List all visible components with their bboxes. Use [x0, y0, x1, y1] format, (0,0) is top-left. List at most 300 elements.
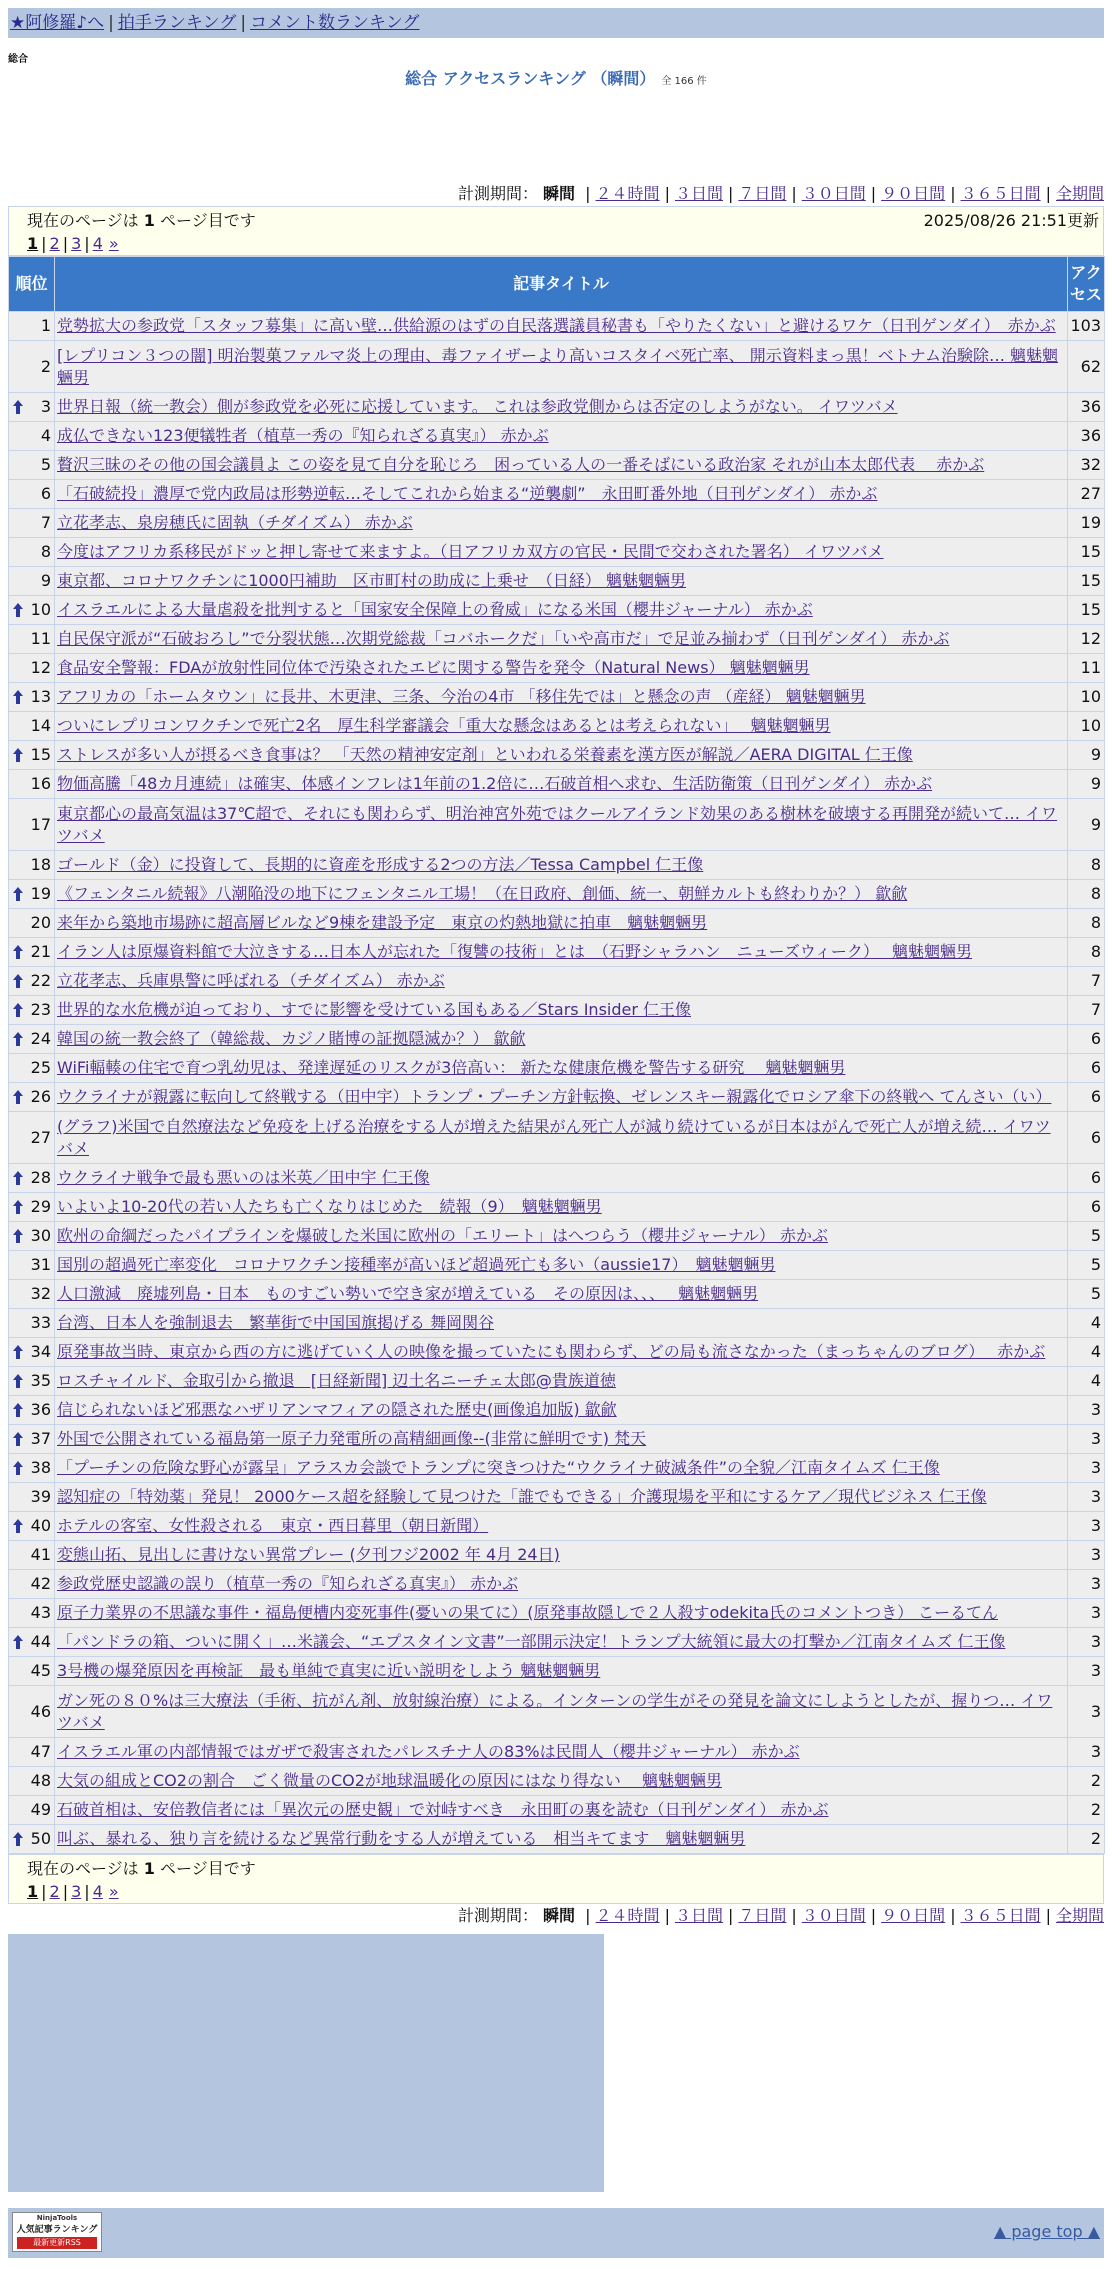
page-top-link[interactable]: ▲ page top ▲: [993, 2222, 1100, 2241]
page-status: 現在のページは 1 ページ目です: [27, 211, 256, 230]
article-link[interactable]: 来年から築地市場跡に超高層ビルなど9棟を建設予定 東京の灼熱地獄に拍車 魑魅魍魎男: [57, 913, 708, 932]
rank-number: 21: [30, 942, 51, 961]
title-cell: [55, 851, 1068, 880]
title-cell: [55, 341, 1068, 393]
table-row: [9, 1112, 1105, 1164]
table-row: [9, 1541, 1105, 1570]
article-link[interactable]: 成仏できない123便犠牲者（植草一秀の『知られざる真実』） 赤かぶ: [57, 426, 549, 445]
rank-cell: [9, 996, 55, 1025]
access-count: 3: [1068, 1686, 1105, 1738]
rank-up-arrow-icon: [13, 1345, 23, 1359]
rank-cell: [9, 683, 55, 712]
access-count: 8: [1068, 851, 1105, 880]
article-link[interactable]: イスラエル軍の内部情報ではガザで殺害されたパレスチナ人の83%は民間人（櫻井ジャーナル） 赤かぶ: [57, 1742, 800, 1761]
rank-number: 26: [30, 1087, 51, 1106]
table-row: [9, 1628, 1105, 1657]
table-row: [9, 1338, 1105, 1367]
rank-number: 42: [30, 1574, 51, 1593]
title-cell: [55, 712, 1068, 741]
access-count: 3: [1068, 1425, 1105, 1454]
access-count: 7: [1068, 967, 1105, 996]
rank-number: 23: [30, 1000, 51, 1019]
period-option-4[interactable]: ９０日間: [881, 184, 946, 203]
table-row: [9, 1367, 1105, 1396]
table-row: [9, 654, 1105, 683]
page-link-next[interactable]: »: [108, 234, 119, 253]
period-option-5[interactable]: ３６５日間: [960, 1906, 1041, 1925]
rank-number: 31: [30, 1255, 51, 1274]
article-link[interactable]: ゴールド（金）に投資して、長期的に資産を形成する2つの方法／Tessa Campbel 仁王像: [57, 855, 704, 874]
rank-up-arrow-icon: [13, 1374, 23, 1388]
rank-cell: [9, 1570, 55, 1599]
article-link[interactable]: 人口激減 廃墟列島・日本 ものすごい勢いで空き家が増えている その原因は、、、 魑魅魍魎男: [57, 1284, 759, 1303]
rank-cell: [9, 851, 55, 880]
period-separator: |: [1045, 1906, 1051, 1925]
article-link[interactable]: ついにレプリコンワクチンで死亡2名 厚生科学審議会「重大な懸念はあるとは考えられない」 魑魅魍魎男: [57, 716, 831, 735]
title-cell: [55, 909, 1068, 938]
article-link[interactable]: 変態山拓、見出しに書けない異常プレー (夕刊フジ2002 年 4月 24日): [57, 1545, 560, 1564]
rank-cell: [9, 509, 55, 538]
rank-up-arrow-icon: [13, 1635, 23, 1649]
period-selector-bottom: [8, 1904, 1104, 1928]
table-row: [9, 1396, 1105, 1425]
rank-cell: [9, 1083, 55, 1112]
rank-cell: [9, 1541, 55, 1570]
rank-cell: [9, 341, 55, 393]
table-row: [9, 1083, 1105, 1112]
category-label: 総合: [8, 54, 28, 65]
rank-number: 3: [40, 397, 51, 416]
title-cell: [55, 1222, 1068, 1251]
table-row: [9, 1251, 1105, 1280]
page-link-4[interactable]: 4: [92, 234, 103, 253]
rank-up-arrow-icon: [13, 1032, 23, 1046]
rank-number: 18: [30, 855, 51, 874]
page-status: 現在のページは 1 ページ目です: [27, 1859, 256, 1878]
table-row: [9, 538, 1105, 567]
period-option-4[interactable]: ９０日間: [881, 1906, 946, 1925]
rank-up-arrow-icon: [13, 1832, 23, 1846]
article-link[interactable]: 物価高騰「48カ月連続」は確実、体感インフレは1年前の1.2倍に…石破首相へ求む、生活防衛策（日刊ゲンダイ） 赤かぶ: [57, 774, 933, 793]
period-option-1[interactable]: ３日間: [674, 184, 723, 203]
period-separator: |: [664, 1906, 670, 1925]
access-count: 3: [1068, 1570, 1105, 1599]
article-link[interactable]: 石破首相は、安倍教信者には「異次元の歴史観」で対峙すべき 永田町の裏を読む（日刊ゲンダイ） 赤かぶ: [57, 1800, 829, 1819]
table-row: [9, 1512, 1105, 1541]
rank-cell: [9, 770, 55, 799]
rank-number: 45: [30, 1661, 51, 1680]
rank-up-arrow-icon: [13, 1171, 23, 1185]
article-link[interactable]: 世界日報（統一教会）側が参政党を必死に応援しています。 これは参政党側からは否定のしようがない。 イワツバメ: [57, 397, 898, 416]
title-cell: [55, 1425, 1068, 1454]
article-link[interactable]: 大気の組成とCO2の割合 ごく微量のCO2が地球温暖化の原因にはなり得ない 魑魅魍魎男: [57, 1771, 722, 1790]
table-row: [9, 967, 1105, 996]
rank-up-arrow-icon: [13, 603, 23, 617]
table-row: [9, 712, 1105, 741]
rank-cell: [9, 1396, 55, 1425]
rank-number: 39: [30, 1487, 51, 1506]
rank-cell: [9, 1280, 55, 1309]
rank-up-arrow-icon: [13, 945, 23, 959]
title-cell: [55, 1796, 1068, 1825]
title-cell: [55, 1599, 1068, 1628]
rank-number: 20: [30, 913, 51, 932]
rank-up-arrow-icon: [13, 748, 23, 762]
period-option-6[interactable]: 全期間: [1055, 1906, 1104, 1925]
nav-separator: |: [240, 13, 247, 33]
title-cell: [55, 567, 1068, 596]
article-link[interactable]: 韓国の統一教会終了（韓総裁、カジノ賭博の証拠隠滅か？） 歙歈: [57, 1029, 526, 1048]
article-link[interactable]: 《フェンタニル続報》八潮陥没の地下にフェンタニル工場！（在日政府、創価、統一、朝鮮カルトも終わりか？） 歙歈: [57, 884, 908, 903]
period-label: 計測期間：: [457, 184, 538, 203]
title-cell: [55, 1367, 1068, 1396]
page-links: 1 | 2 | 3 | 4 »: [27, 234, 119, 253]
title-cell: [55, 393, 1068, 422]
period-separator: |: [585, 1906, 591, 1925]
rank-number: 36: [30, 1400, 51, 1419]
page-link-3[interactable]: 3: [71, 1882, 82, 1901]
access-count: 2: [1068, 1796, 1105, 1825]
rank-cell: [9, 1164, 55, 1193]
title-cell: [55, 1193, 1068, 1222]
table-row: [9, 451, 1105, 480]
access-count: 6: [1068, 1083, 1105, 1112]
period-separator: |: [791, 1906, 797, 1925]
rank-number: 48: [30, 1771, 51, 1790]
article-link[interactable]: 立花孝志、兵庫県警に呼ばれる（チダイズム） 赤かぶ: [57, 971, 445, 990]
rank-cell: [9, 1025, 55, 1054]
article-link[interactable]: 原発事故当時、東京から西の方に逃げていく人の映像を撮っていたにも関わらず、どの局も流さなかった（まっちゃんのブログ） 赤かぶ: [57, 1342, 1046, 1361]
title-cell: [55, 741, 1068, 770]
period-separator: |: [1045, 184, 1051, 203]
nav-link-asyura[interactable]: ★阿修羅♪へ: [10, 13, 105, 33]
title-cell: [55, 312, 1068, 341]
title-cell: [55, 1628, 1068, 1657]
title-cell: [55, 1251, 1068, 1280]
rank-number: 49: [30, 1800, 51, 1819]
period-selector-top: [8, 182, 1104, 206]
title-cell: [55, 1767, 1068, 1796]
article-link[interactable]: 原子力業界の不思議な事件・福島便槽内変死事件(憂いの果てに）(原発事故隠しで２人殺すodekita氏のコメントつき） こーるてん: [57, 1603, 998, 1622]
rank-number: 29: [30, 1197, 51, 1216]
article-link[interactable]: 国別の超過死亡率変化 コロナワクチン接種率が高いほど超過死亡も多い（aussie17） 魑魅魍魎男: [57, 1255, 776, 1274]
rank-up-arrow-icon: [13, 1432, 23, 1446]
article-link[interactable]: [レプリコン３つの闇] 明治製菓ファルマ炎上の理由、毒ファイザーより高いコスタイベ死亡率、 開示資料まっ黒！ベトナム治験除… 魑魅魍魎男: [57, 345, 1059, 387]
table-row: [9, 1425, 1105, 1454]
rank-number: 44: [30, 1632, 51, 1651]
nav-link-clap-ranking[interactable]: 拍手ランキング: [117, 13, 237, 33]
access-count: 3: [1068, 1454, 1105, 1483]
rank-number: 10: [30, 600, 51, 619]
rank-number: 37: [30, 1429, 51, 1448]
period-option-3[interactable]: ３０日間: [801, 1906, 866, 1925]
article-link[interactable]: イラン人は原爆資料館で大泣きする…日本人が忘れた「復讐の技術」とは （石野シャラハン ニューズウィーク） 魑魅魍魎男: [57, 942, 973, 961]
access-count: 4: [1068, 1309, 1105, 1338]
access-count: 2: [1068, 1767, 1105, 1796]
pager-bottom: [8, 1854, 1104, 1904]
rank-cell: [9, 1657, 55, 1686]
title-cell: [55, 1483, 1068, 1512]
article-link[interactable]: 自民保守派が“石破おろし”で分裂状態…次期党総裁「コバホークだ」「いや高市だ」で足並み揃わず（日刊ゲンダイ） 赤かぶ: [57, 629, 950, 648]
access-count: 4: [1068, 1338, 1105, 1367]
article-link[interactable]: ウクライナが親露に転向して終戦する（田中宇）トランプ・プーチン方針転換、ゼレンスキー親露化でロシア傘下の終戦へ てんさい（い）: [57, 1087, 1052, 1106]
period-current: 瞬間: [543, 1906, 576, 1925]
article-link[interactable]: WiFi輻輳の住宅で育つ乳幼児は、発達遅延のリスクが3倍高い： 新たな健康危機を警告する研究 魑魅魍魎男: [57, 1058, 846, 1077]
page-link-2[interactable]: 2: [49, 1882, 60, 1901]
rank-cell: [9, 312, 55, 341]
rank-cell: [9, 1054, 55, 1083]
title-cell: [55, 451, 1068, 480]
rank-up-arrow-icon: [13, 1519, 23, 1533]
header-rank: 順位: [9, 257, 55, 312]
article-link[interactable]: 台湾、日本人を強制退去 繁華街で中国国旗掲げる 舞岡関谷: [57, 1313, 495, 1332]
page-links: 1 | 2 | 3 | 4 »: [27, 1882, 119, 1901]
title-cell: [55, 1054, 1068, 1083]
access-count: 8: [1068, 909, 1105, 938]
rank-cell: [9, 1112, 55, 1164]
rank-number: 30: [30, 1226, 51, 1245]
period-separator: |: [950, 1906, 956, 1925]
article-link[interactable]: イスラエルによる大量虐殺を批判すると「国家安全保障上の脅威」になる米国（櫻井ジャーナル） 赤かぶ: [57, 600, 813, 619]
period-option-2[interactable]: ７日間: [738, 184, 787, 203]
rank-cell: [9, 654, 55, 683]
rank-cell: [9, 1338, 55, 1367]
rank-cell: [9, 1483, 55, 1512]
article-link[interactable]: 食品安全警報：FDAが放射性同位体で汚染されたエビに関する警告を発令（Natural News） 魑魅魍魎男: [57, 658, 810, 677]
article-link[interactable]: 参政党歴史認識の誤り（植草一秀の『知られざる真実』） 赤かぶ: [57, 1574, 519, 1593]
table-row: [9, 1796, 1105, 1825]
table-row: [9, 1570, 1105, 1599]
table-row: [9, 799, 1105, 851]
current-page-number: 1: [143, 1859, 155, 1878]
article-link[interactable]: ウクライナ戦争で最も悪いのは米英／田中宇 仁王像: [57, 1168, 430, 1187]
rank-number: 7: [40, 513, 51, 532]
access-count: 8: [1068, 880, 1105, 909]
rank-number: 1: [40, 316, 51, 335]
table-row: [9, 1767, 1105, 1796]
title-cell: [55, 996, 1068, 1025]
access-count: 62: [1068, 341, 1105, 393]
article-link[interactable]: 今度はアフリカ系移民がドッと押し寄せて来ますよ。（日アフリカ双方の官民・民間で交わされた署名） イワツバメ: [57, 542, 884, 561]
rank-number: 16: [30, 774, 51, 793]
title-cell: [55, 480, 1068, 509]
rank-cell: [9, 1309, 55, 1338]
period-option-1[interactable]: ３日間: [674, 1906, 723, 1925]
page-link-4[interactable]: 4: [92, 1882, 103, 1901]
article-link[interactable]: 「パンドラの箱、ついに開く」…米議会、“エプスタイン文書”一部開示決定！トランプ大統領に最大の打撃か／江南タイムズ 仁王像: [57, 1632, 1006, 1651]
article-link[interactable]: 3号機の爆発原因を再検証 最も単純で真実に近い説明をしよう 魑魅魍魎男: [57, 1661, 601, 1680]
article-link[interactable]: 認知症の「特効薬」発見！ 2000ケース超を経験して見つけた「誰でもできる」介護現場を平和にするケア／現代ビジネス 仁王像: [57, 1487, 987, 1506]
article-link[interactable]: 東京都心の最高気温は37℃超で、それにも関わらず、明治神宮外苑ではクールアイランド効果のある樹林を破壊する再開発が続いて… イワツバメ: [57, 803, 1058, 845]
access-count: 103: [1068, 312, 1105, 341]
rank-cell: [9, 625, 55, 654]
rank-cell: [9, 880, 55, 909]
period-label: 計測期間：: [457, 1906, 538, 1925]
table-row: [9, 996, 1105, 1025]
rank-cell: [9, 938, 55, 967]
access-count: 12: [1068, 625, 1105, 654]
rank-cell: [9, 393, 55, 422]
table-row: [9, 341, 1105, 393]
article-link[interactable]: アフリカの「ホームタウン」に長井、木更津、三条、今治の4市 「移住先では」と懸念の声 （産経） 魑魅魍魎男: [57, 687, 866, 706]
rank-cell: [9, 1454, 55, 1483]
access-count: 3: [1068, 1541, 1105, 1570]
table-row: [9, 625, 1105, 654]
rank-number: 46: [30, 1701, 51, 1721]
rank-cell: [9, 1796, 55, 1825]
rank-number: 8: [40, 542, 51, 561]
rank-cell: [9, 567, 55, 596]
access-count: 6: [1068, 1193, 1105, 1222]
rank-cell: [9, 1425, 55, 1454]
article-link[interactable]: 世界的な水危機が迫っており、すでに影響を受けている国もある／Stars Insider 仁王像: [57, 1000, 692, 1019]
rank-up-arrow-icon: [13, 974, 23, 988]
table-row: [9, 1025, 1105, 1054]
table-row: [9, 1164, 1105, 1193]
period-option-3[interactable]: ３０日間: [801, 184, 866, 203]
rank-cell: [9, 422, 55, 451]
rank-cell: [9, 799, 55, 851]
access-count: 3: [1068, 1599, 1105, 1628]
access-count: 27: [1068, 480, 1105, 509]
rank-cell: [9, 1825, 55, 1854]
access-count: 32: [1068, 451, 1105, 480]
footer: [8, 2208, 1104, 2258]
table-row: [9, 1825, 1105, 1854]
rank-number: 41: [30, 1545, 51, 1564]
access-count: 5: [1068, 1222, 1105, 1251]
title-cell: [55, 1686, 1068, 1738]
article-link[interactable]: 東京都、コロナワクチンに1000円補助 区市町村の助成に上乗せ （日経） 魑魅魍魎男: [57, 571, 687, 590]
access-count: 15: [1068, 538, 1105, 567]
rank-number: 6: [40, 484, 51, 503]
article-link[interactable]: 贅沢三昧のその他の国会議員よ この姿を見て自分を恥じろ 困っている人の一番そばにいる政治家 それが山本太郎代表 赤かぶ: [57, 455, 985, 474]
rank-cell: [9, 1222, 55, 1251]
table-row: [9, 422, 1105, 451]
article-link[interactable]: ホテルの客室、女性殺される 東京・西日暮里（朝日新聞）: [57, 1516, 489, 1535]
article-link[interactable]: ストレスが多い人が摂るべき食事は？ 「天然の精神安定剤」といわれる栄養素を漢方医が解説／AERA DIGITAL 仁王像: [57, 745, 913, 764]
rank-number: 9: [40, 571, 51, 590]
access-count: 15: [1068, 596, 1105, 625]
article-link[interactable]: 叫ぶ、暴れる、独り言を続けるなど異常行動をする人が増えている 相当キてます 魑魅魍魎男: [57, 1829, 746, 1848]
table-row: [9, 312, 1105, 341]
rank-cell: [9, 1767, 55, 1796]
period-option-2[interactable]: ７日間: [738, 1906, 787, 1925]
rank-up-arrow-icon: [13, 1229, 23, 1243]
table-row: [9, 770, 1105, 799]
title-cell: [55, 1280, 1068, 1309]
article-link[interactable]: ガン死の８０%は三大療法（手術、抗がん剤、放射線治療）による。インターンの学生がその発見を論文にしようとしたが、握りつ… イワツバメ: [57, 1690, 1053, 1732]
rank-cell: [9, 909, 55, 938]
ninja-tools-logo[interactable]: NinjaTools 人気記事ランキング 最新更新RSS: [12, 2212, 102, 2252]
article-link[interactable]: 欧州の命綱だったパイプラインを爆破した米国に欧州の「エリート」はへつらう（櫻井ジャーナル） 赤かぶ: [57, 1226, 829, 1245]
table-row: [9, 1280, 1105, 1309]
rank-number: 34: [30, 1342, 51, 1361]
article-link[interactable]: 党勢拡大の参政党「スタッフ募集」に高い壁…供給源のはずの自民落選議員秘書も「やりたくない」と避けるワケ（日刊ゲンダイ） 赤かぶ: [57, 316, 1056, 335]
title-cell: [55, 538, 1068, 567]
title-cell: [55, 967, 1068, 996]
rank-cell: [9, 967, 55, 996]
title-cell: [55, 509, 1068, 538]
article-link[interactable]: 信じられないほど邪悪なハザリアンマフィアの隠された歴史(画像追加版) 歙歈: [57, 1400, 617, 1419]
rank-up-arrow-icon: [13, 1461, 23, 1475]
page-link-next[interactable]: »: [108, 1882, 119, 1901]
title-cell: [55, 683, 1068, 712]
page-link-current: 1: [27, 234, 39, 253]
rank-cell: [9, 451, 55, 480]
period-option-5[interactable]: ３６５日間: [960, 184, 1041, 203]
page-link-2[interactable]: 2: [49, 234, 60, 253]
article-link[interactable]: (グラフ)米国で自然療法など免疫を上げる治療をする人が増えた結果がん死亡人が減り続けているが日本はがんで死亡人が増え続… イワツバメ: [57, 1116, 1051, 1158]
table-row: [9, 596, 1105, 625]
rank-up-arrow-icon: [13, 690, 23, 704]
rank-cell: [9, 712, 55, 741]
access-count: 3: [1068, 1512, 1105, 1541]
table-row: [9, 1054, 1105, 1083]
rank-number: 40: [30, 1516, 51, 1535]
table-row: [9, 909, 1105, 938]
article-link[interactable]: ロスチャイルド、金取引から撤退 [日経新聞] 辺土名ニーチェ太郎@貴族道徳: [57, 1371, 616, 1390]
rank-cell: [9, 1686, 55, 1738]
current-page-number: 1: [143, 211, 155, 230]
rank-number: 11: [30, 629, 51, 648]
rank-number: 50: [30, 1829, 51, 1848]
rank-number: 17: [30, 814, 51, 834]
rank-up-arrow-icon: [13, 1003, 23, 1017]
rank-number: 14: [30, 716, 51, 735]
title-cell: [55, 1657, 1068, 1686]
page-link-3[interactable]: 3: [71, 234, 82, 253]
article-link[interactable]: 「石破続投」濃厚で党内政局は形勢逆転…そしてこれから始まる“逆襲劇” 永田町番外地（日刊ゲンダイ） 赤かぶ: [57, 484, 878, 503]
nav-link-comment-ranking[interactable]: コメント数ランキング: [250, 13, 420, 33]
article-link[interactable]: 立花孝志、泉房穂氏に固執（チダイズム） 赤かぶ: [57, 513, 413, 532]
rank-number: 2: [40, 356, 51, 376]
rank-cell: [9, 1251, 55, 1280]
article-link[interactable]: いよいよ10-20代の若い人たちも亡くなりはじめた 続報（9） 魑魅魍魎男: [57, 1197, 602, 1216]
table-row: [9, 851, 1105, 880]
table-row: [9, 1686, 1105, 1738]
access-count: 3: [1068, 1738, 1105, 1767]
table-row: [9, 509, 1105, 538]
title-cell: [55, 422, 1068, 451]
rank-number: 13: [30, 687, 51, 706]
period-option-6[interactable]: 全期間: [1055, 184, 1104, 203]
rank-number: 22: [30, 971, 51, 990]
article-link[interactable]: 「プーチンの危険な野心が露呈」アラスカ会談でトランプに突きつけた“ウクライナ破滅条件”の全貌／江南タイムズ 仁王像: [57, 1458, 940, 1477]
title-cell: [55, 596, 1068, 625]
rank-number: 38: [30, 1458, 51, 1477]
period-option-0[interactable]: ２４時間: [595, 1906, 660, 1925]
rank-cell: [9, 538, 55, 567]
nav-separator: |: [108, 13, 114, 33]
article-link[interactable]: 外国で公開されている福島第一原子力発電所の高精細画像--(非常に鮮明です) 梵天: [57, 1429, 647, 1448]
rank-cell: [9, 1738, 55, 1767]
title-cell: [55, 1309, 1068, 1338]
page-title: [8, 66, 1104, 90]
access-count: 4: [1068, 1367, 1105, 1396]
access-count: 3: [1068, 1396, 1105, 1425]
access-count: 9: [1068, 770, 1105, 799]
rank-cell: [9, 1193, 55, 1222]
rank-cell: [9, 480, 55, 509]
rank-number: 24: [30, 1029, 51, 1048]
access-count: 6: [1068, 1025, 1105, 1054]
period-separator: |: [664, 184, 670, 203]
title-cell: [55, 1396, 1068, 1425]
access-count: 7: [1068, 996, 1105, 1025]
period-option-0[interactable]: ２４時間: [595, 184, 660, 203]
title-cell: [55, 1454, 1068, 1483]
